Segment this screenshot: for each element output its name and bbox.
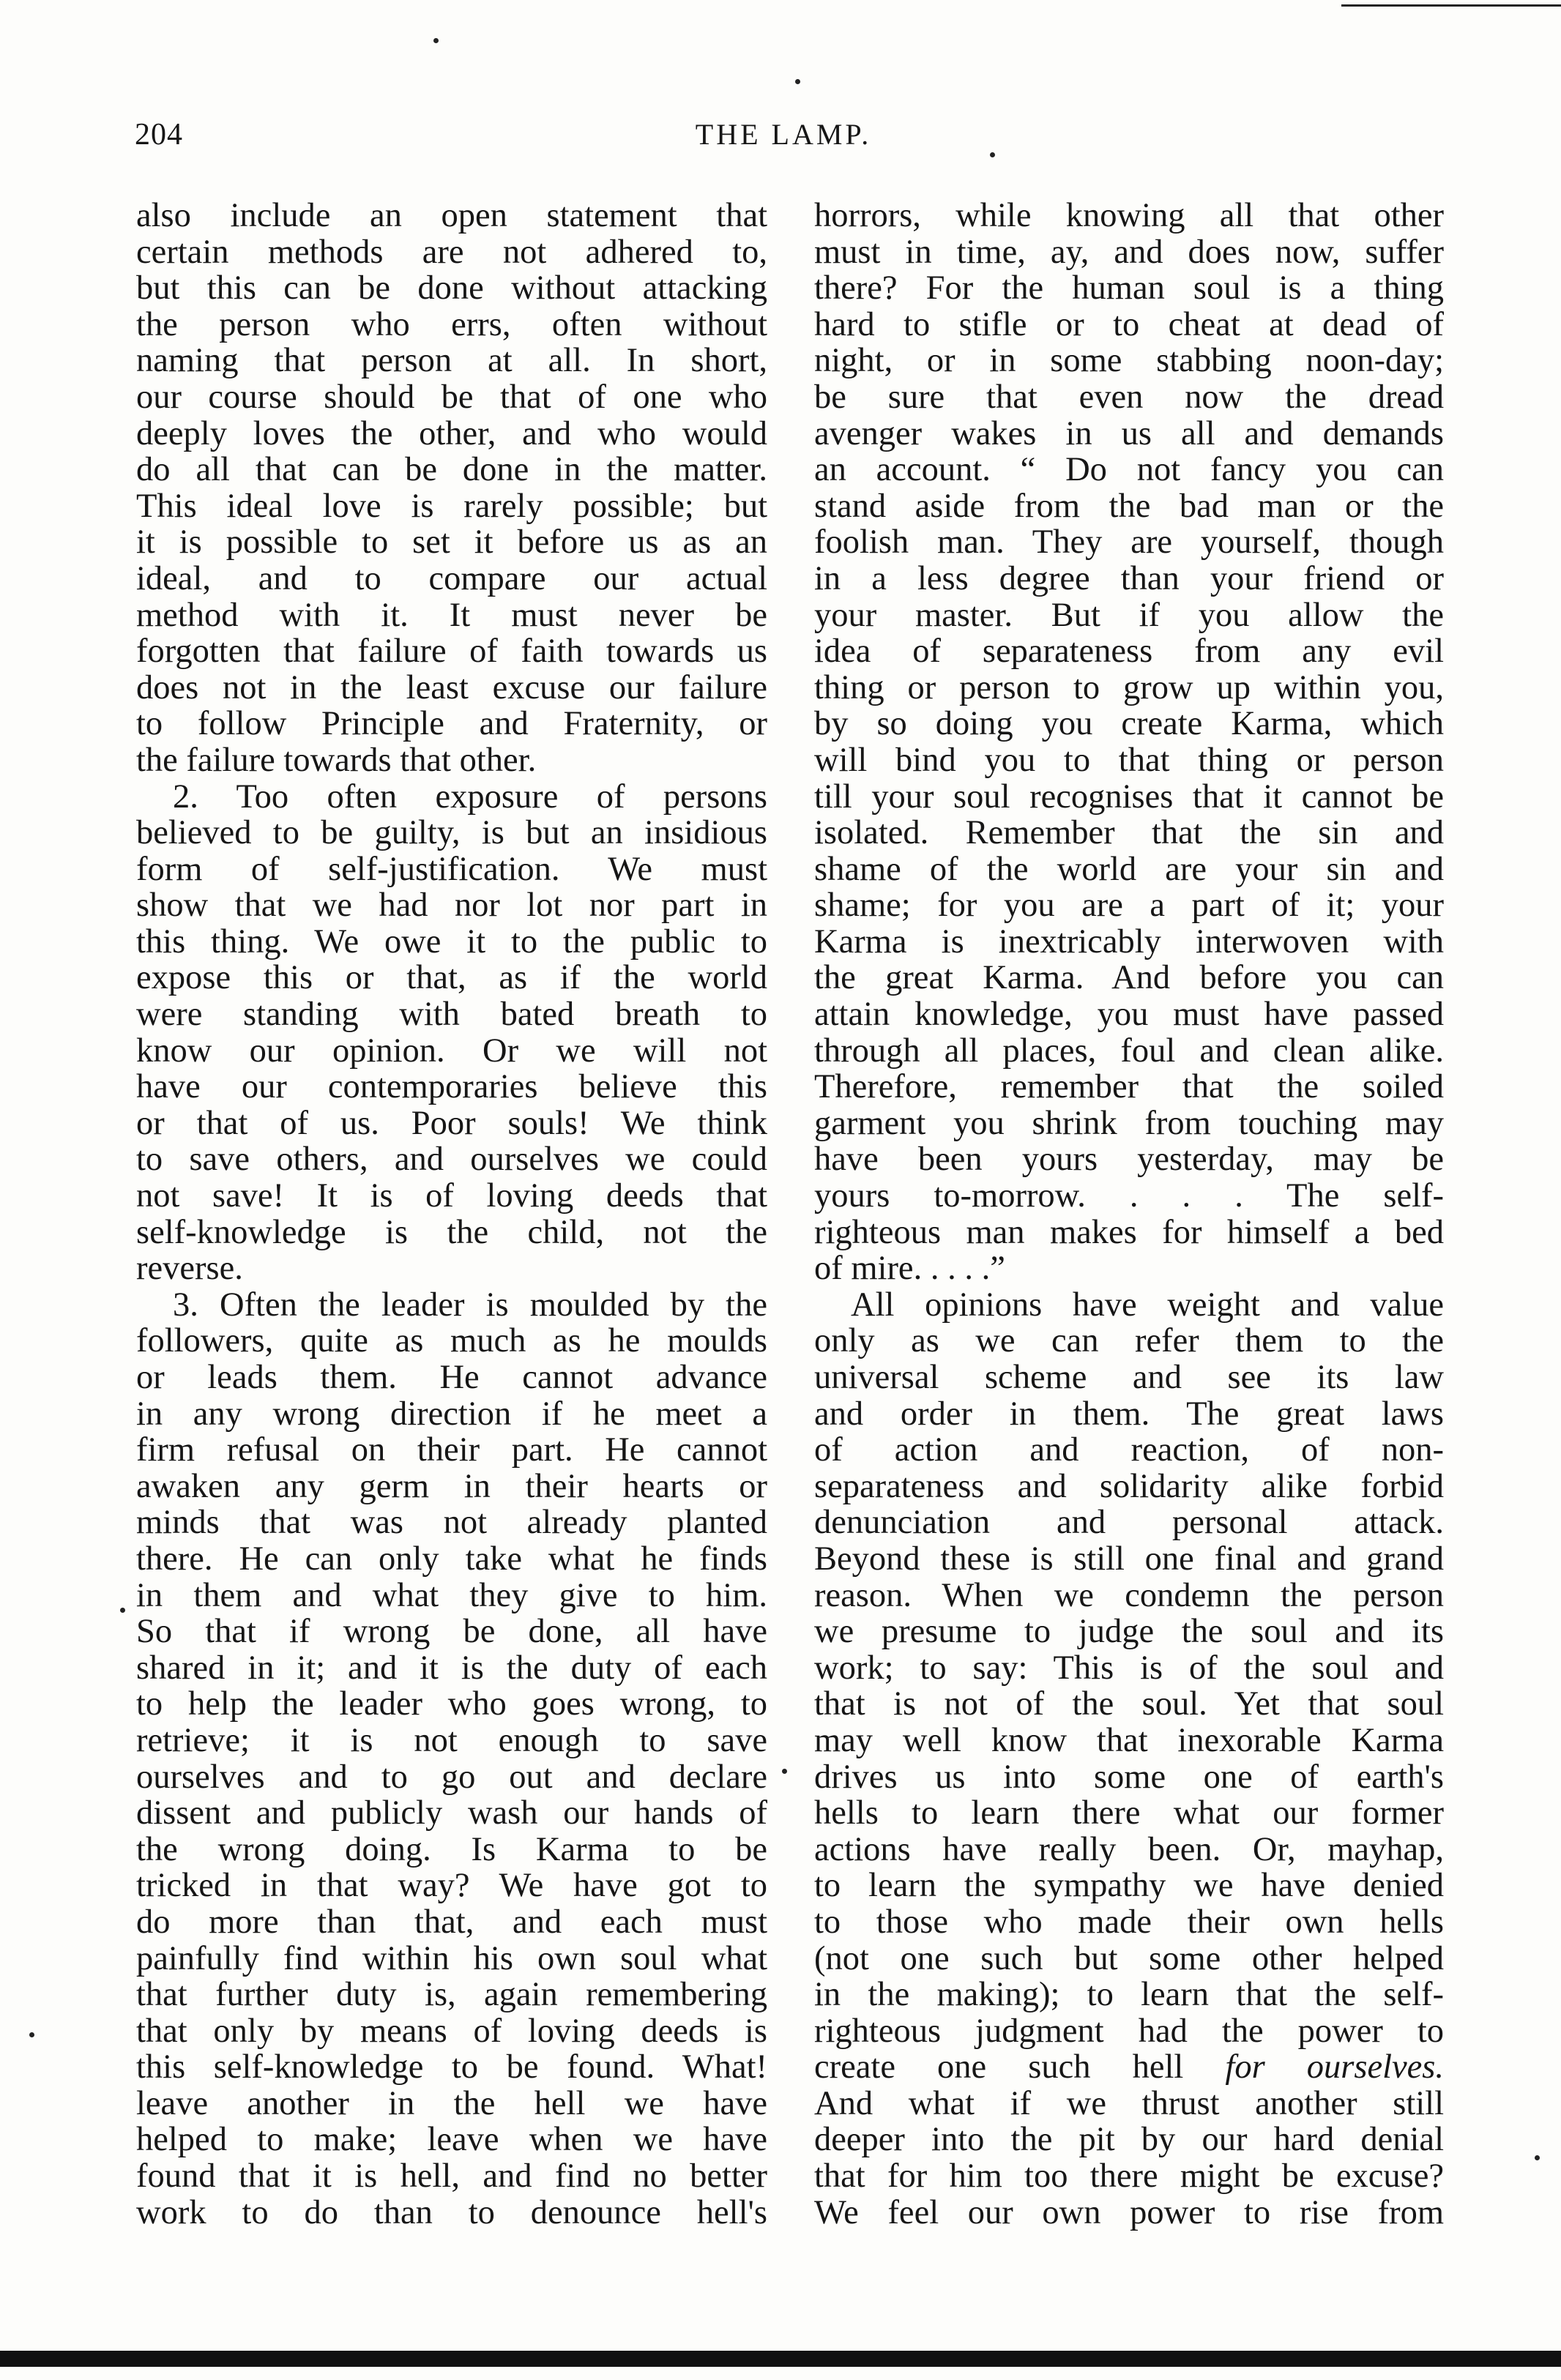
- text-line-content: naming that person at all. In short,: [136, 343, 767, 379]
- print-speck: [29, 2032, 34, 2037]
- text-line-content: painfully find within his own soul what: [136, 1940, 767, 1977]
- text-line-content: method with it. It must never be: [136, 597, 767, 634]
- text-line: [814, 1832, 1444, 1868]
- running-head: THE LAMP.: [695, 118, 872, 151]
- page-header: [132, 117, 1435, 161]
- text-line: [814, 2122, 1444, 2158]
- text-line-content: do all that can be done in the matter.: [136, 452, 767, 488]
- right-text-column: [814, 198, 1444, 2231]
- text-line-content: foolish man. They are yourself, though: [814, 524, 1444, 561]
- text-line: [136, 1105, 767, 1142]
- print-speck: [782, 1769, 787, 1774]
- text-line: [814, 1215, 1444, 1251]
- text-line: [136, 1323, 767, 1359]
- text-line: [136, 1650, 767, 1687]
- text-line: [136, 779, 767, 816]
- text-line-content: 2. Too often exposure of persons: [173, 778, 767, 816]
- text-line: [814, 670, 1444, 706]
- text-line: [136, 1432, 767, 1469]
- text-line: [814, 416, 1444, 452]
- text-line-content: avenger wakes in us all and demands: [814, 415, 1444, 452]
- text-line-content: be sure that even now the dread: [814, 378, 1444, 416]
- print-speck: [433, 38, 439, 43]
- print-speck: [120, 1608, 125, 1613]
- text-line: [136, 1795, 767, 1832]
- text-line-content: work to do than to denounce hell's: [136, 2194, 767, 2231]
- text-line: [814, 234, 1444, 271]
- text-line: [814, 1069, 1444, 1105]
- text-line-content: an account. “ Do not fancy you can: [814, 452, 1444, 488]
- text-line-content: Karma is inextricably interwoven with: [814, 923, 1444, 960]
- text-line: [814, 1178, 1444, 1215]
- text-line: [136, 1723, 767, 1759]
- text-line-content: not save! It is of loving deeds that: [136, 1178, 767, 1215]
- text-line: [814, 1359, 1444, 1396]
- left-text-column: [136, 198, 767, 2231]
- text-line: [814, 1033, 1444, 1070]
- text-line: [136, 488, 767, 525]
- text-line: [136, 1469, 767, 1505]
- text-line-content: in any wrong direction if he meet a: [136, 1395, 767, 1433]
- text-line: [136, 1541, 767, 1578]
- text-line-content: to learn the sympathy we have denied: [814, 1868, 1444, 1904]
- text-line: [136, 1614, 767, 1650]
- text-line-content: the wrong doing. Is Karma to be: [136, 1831, 767, 1868]
- text-line: [136, 960, 767, 996]
- text-line-content: forgotten that failure of faith towards us: [136, 633, 767, 670]
- text-line: [136, 2013, 767, 2050]
- text-line: [136, 1977, 767, 2013]
- text-line: [136, 2086, 767, 2122]
- text-line: [136, 924, 767, 960]
- text-line: [814, 1904, 1444, 1941]
- text-line-content: 3. Often the leader is moulded by the: [173, 1286, 767, 1324]
- text-line-content: certain methods are not adhered to,: [136, 234, 767, 271]
- text-line-content: know our opinion. Or we will not: [136, 1032, 767, 1070]
- text-line-content: the great Karma. And before you can: [814, 960, 1444, 997]
- text-line-content: thing or person to grow up within you,: [814, 669, 1444, 706]
- text-line-content: to save others, and ourselves we could: [136, 1141, 767, 1179]
- text-line-content: it is possible to set it before us as an: [136, 524, 767, 561]
- text-line-content: attain knowledge, you must have passed: [814, 996, 1444, 1033]
- text-line: [814, 1578, 1444, 1614]
- text-line-content: to help the leader who goes wrong, to: [136, 1686, 767, 1723]
- text-line: [814, 2195, 1444, 2231]
- text-line: [814, 887, 1444, 924]
- text-line: [814, 2013, 1444, 2050]
- text-line: [136, 1250, 767, 1287]
- text-line-content: retrieve; it is not enough to save: [136, 1722, 767, 1759]
- text-line-content: the person who errs, often without: [136, 306, 767, 343]
- text-line: [136, 2122, 767, 2158]
- text-line-content: only as we can refer them to the: [814, 1323, 1444, 1359]
- text-line: [136, 1396, 767, 1433]
- text-line: [136, 887, 767, 924]
- text-line-content: must in time, ay, and does now, suffer: [814, 234, 1444, 271]
- text-line: [136, 234, 767, 271]
- text-line: [136, 2195, 767, 2231]
- text-line-content: awaken any germ in their hearts or: [136, 1468, 767, 1505]
- text-line-content: have our contemporaries believe this: [136, 1069, 767, 1105]
- text-line: [814, 1723, 1444, 1759]
- text-line: [814, 1541, 1444, 1578]
- text-line: [814, 960, 1444, 996]
- text-line-content: isolated. Remember that the sin and: [814, 815, 1444, 851]
- text-line-content: reason. When we condemn the person: [814, 1577, 1444, 1614]
- text-line: [814, 1432, 1444, 1469]
- text-line-content: have been yours yesterday, may be: [814, 1141, 1444, 1179]
- text-line-content: were standing with bated breath to: [136, 996, 767, 1033]
- text-line: [814, 1977, 1444, 2013]
- text-line: [136, 706, 767, 742]
- text-line-content: universal scheme and see its law: [814, 1359, 1444, 1396]
- text-line-content: dissent and publicly wash our hands of: [136, 1795, 767, 1832]
- text-line: [814, 1105, 1444, 1142]
- text-line: [814, 996, 1444, 1033]
- text-line: [136, 1868, 767, 1904]
- text-line-content: that for him too there might be excuse?: [814, 2158, 1444, 2195]
- text-line: [814, 924, 1444, 960]
- text-line-content: hard to stifle or to cheat at dead of: [814, 306, 1444, 343]
- text-line-content: Therefore, remember that the soiled: [814, 1069, 1444, 1105]
- text-line: [136, 416, 767, 452]
- text-line-content: shame of the world are your sin and: [814, 851, 1444, 888]
- text-line: [136, 851, 767, 888]
- text-line: [814, 633, 1444, 670]
- text-line-content: deeper into the pit by our hard denial: [814, 2122, 1444, 2159]
- text-line-content: night, or in some stabbing noon-day;: [814, 343, 1444, 379]
- bottom-rule: [0, 2351, 1561, 2367]
- text-line: [814, 561, 1444, 597]
- text-line-content: form of self-justification. We must: [136, 851, 767, 888]
- text-line: [814, 1287, 1444, 1324]
- text-line-content: create one such hell: [814, 2049, 1184, 2086]
- text-line: [136, 1069, 767, 1105]
- text-line-content: work; to say: This is of the soul and: [814, 1649, 1444, 1687]
- text-line: [136, 343, 767, 379]
- text-line-content: found that it is hell, and find no better: [136, 2158, 767, 2195]
- text-line-content: hells to learn there what our former: [814, 1795, 1444, 1832]
- text-line-content: to follow Principle and Fraternity, or: [136, 706, 767, 742]
- text-line: [814, 2049, 1444, 2086]
- text-line: [814, 1396, 1444, 1433]
- text-line-content: that further duty is, again remembering: [136, 1977, 767, 2013]
- text-line: [814, 742, 1444, 779]
- text-line-content: in a less degree than your friend or: [814, 560, 1444, 597]
- text-line: [814, 1941, 1444, 1977]
- text-line: [136, 1904, 767, 1941]
- text-line-content: ideal, and to compare our actual: [136, 560, 767, 597]
- text-line: [136, 1578, 767, 1614]
- text-line-content: yours to-morrow. . . . The self-: [814, 1178, 1444, 1215]
- text-line-content: leave another in the hell we have: [136, 2085, 767, 2122]
- text-line-content: this self-knowledge to be found. What!: [136, 2049, 767, 2086]
- text-line-content: denunciation and personal attack.: [814, 1504, 1444, 1541]
- text-line-content: reverse.: [136, 1250, 243, 1287]
- text-line: [814, 2086, 1444, 2122]
- text-line-content: ourselves and to go out and declare: [136, 1758, 767, 1796]
- text-line: [136, 996, 767, 1033]
- text-line-content: believed to be guilty, is but an insidious: [136, 815, 767, 851]
- text-line: [136, 1759, 767, 1796]
- text-line: [136, 1178, 767, 1215]
- text-line: [136, 379, 767, 416]
- text-line: [814, 851, 1444, 888]
- page-number: 204: [135, 118, 183, 152]
- text-line-content: there. He can only take what he finds: [136, 1540, 767, 1578]
- text-line-content: there? For the human soul is a thing: [814, 270, 1444, 307]
- text-line: [814, 1141, 1444, 1178]
- text-line-content: of mire. . . . .”: [814, 1250, 1005, 1287]
- text-line-content: may well know that inexorable Karma: [814, 1722, 1444, 1759]
- text-line: [814, 1868, 1444, 1904]
- text-line: [814, 198, 1444, 234]
- text-line-content: or that of us. Poor souls! We think: [136, 1105, 767, 1142]
- print-speck: [795, 79, 800, 84]
- text-line: [814, 2158, 1444, 2195]
- text-line: [136, 742, 767, 779]
- text-line: [814, 343, 1444, 379]
- text-line-content: show that we had nor lot nor part in: [136, 887, 767, 924]
- text-line-content: will bind you to that thing or person: [814, 742, 1444, 779]
- text-line-content: firm refusal on their part. He cannot: [136, 1432, 767, 1469]
- text-line-content: our course should be that of one who: [136, 378, 767, 416]
- text-line: [136, 2049, 767, 2086]
- text-line: [136, 1359, 767, 1396]
- text-line-content: followers, quite as much as he moulds: [136, 1323, 767, 1359]
- text-line: [136, 524, 767, 561]
- text-line-content: actions have really been. Or, mayhap,: [814, 1831, 1444, 1868]
- text-line-content: in the making); to learn that the self-: [814, 1977, 1444, 2013]
- text-line: [136, 1686, 767, 1723]
- text-line: [814, 1504, 1444, 1541]
- text-line-content: of action and reaction, of non-: [814, 1432, 1444, 1469]
- text-line-content: separateness and solidarity alike forbid: [814, 1468, 1444, 1505]
- text-line: [136, 1215, 767, 1251]
- text-line-content: through all places, foul and clean alike.: [814, 1032, 1444, 1070]
- text-line: [814, 1795, 1444, 1832]
- text-line-content: to those who made their own hells: [814, 1903, 1444, 1941]
- text-line: [136, 815, 767, 851]
- text-line-content: righteous judgment had the power to: [814, 2012, 1444, 2050]
- text-line: [136, 597, 767, 634]
- text-line-content: And what if we thrust another still: [814, 2085, 1444, 2122]
- text-line: [136, 1504, 767, 1541]
- text-line-content: or leads them. He cannot advance: [136, 1359, 767, 1396]
- text-line-content: We feel our own power to rise from: [814, 2194, 1444, 2231]
- text-line-content: horrors, while knowing all that other: [814, 198, 1444, 234]
- text-line-content: Beyond these is still one final and grand: [814, 1540, 1444, 1578]
- text-line-content: self-knowledge is the child, not the: [136, 1214, 767, 1251]
- text-line-content: by so doing you create Karma, which: [814, 706, 1444, 742]
- text-line-content: in them and what they give to him.: [136, 1577, 767, 1614]
- text-line-content: helped to make; leave when we have: [136, 2122, 767, 2159]
- text-line: [136, 2158, 767, 2195]
- text-line: [136, 452, 767, 488]
- text-line: [814, 379, 1444, 416]
- text-line-content: This ideal love is rarely possible; but: [136, 488, 767, 525]
- text-line: [814, 307, 1444, 343]
- text-line-content: do more than that, and each must: [136, 1903, 767, 1941]
- text-line-content: but this can be done without attacking: [136, 270, 767, 307]
- text-line: [814, 1323, 1444, 1359]
- text-line: [136, 1287, 767, 1324]
- text-line-content: drives us into some one of earth's: [814, 1758, 1444, 1796]
- text-line-content: your master. But if you allow the: [814, 597, 1444, 634]
- print-speck: [1535, 2155, 1540, 2160]
- text-line: [814, 1614, 1444, 1650]
- text-line-content: shame; for you are a part of it; your: [814, 887, 1444, 924]
- text-line: [136, 1141, 767, 1178]
- text-line: [814, 1250, 1444, 1287]
- text-line: [814, 779, 1444, 816]
- text-line-content: (not one such but some other helped: [814, 1940, 1444, 1977]
- text-line: [136, 198, 767, 234]
- text-line-content: this thing. We owe it to the public to: [136, 923, 767, 960]
- text-line-content: till your soul recognises that it cannot be: [814, 778, 1444, 816]
- text-line: [136, 1941, 767, 1977]
- text-line-content: righteous man makes for himself a bed: [814, 1214, 1444, 1251]
- text-line-content: So that if wrong be done, all have: [136, 1614, 767, 1650]
- text-line-content: deeply loves the other, and who would: [136, 415, 767, 452]
- text-line-content: idea of separateness from any evil: [814, 633, 1444, 670]
- text-line-content: does not in the least excuse our failure: [136, 669, 767, 706]
- text-line: [136, 670, 767, 706]
- text-line: [136, 633, 767, 670]
- text-line-content: tricked in that way? We have got to: [136, 1868, 767, 1904]
- text-line: [136, 561, 767, 597]
- text-line-content: that is not of the soul. Yet that soul: [814, 1686, 1444, 1723]
- text-line: [814, 1686, 1444, 1723]
- text-line: [814, 1759, 1444, 1796]
- text-line-content: that only by means of loving deeds is: [136, 2012, 767, 2050]
- text-line: [814, 452, 1444, 488]
- text-line: [136, 1832, 767, 1868]
- text-line: [814, 488, 1444, 525]
- text-line: [814, 706, 1444, 742]
- text-line: [814, 524, 1444, 561]
- text-line-content: minds that was not already planted: [136, 1504, 767, 1541]
- text-line-content: shared in it; and it is the duty of each: [136, 1649, 767, 1687]
- text-line-content: the failure towards that other.: [136, 742, 537, 779]
- text-line-content: also include an open statement that: [136, 198, 767, 234]
- text-line: [136, 270, 767, 307]
- text-line-content: All opinions have weight and value: [851, 1286, 1444, 1324]
- text-line-content: stand aside from the bad man or the: [814, 488, 1444, 525]
- top-rule: [1341, 4, 1561, 7]
- text-line-content: garment you shrink from touching may: [814, 1105, 1444, 1142]
- print-speck: [990, 152, 995, 157]
- text-line-content: expose this or that, as if the world: [136, 960, 767, 997]
- text-line: [814, 1469, 1444, 1505]
- text-line-content: we presume to judge the soul and its: [814, 1614, 1444, 1650]
- text-line-content: and order in them. The great laws: [814, 1395, 1444, 1433]
- text-line: [814, 597, 1444, 634]
- text-line: [136, 1033, 767, 1070]
- italic-phrase: for ourselves.: [1225, 2049, 1444, 2086]
- text-line: [814, 1650, 1444, 1687]
- text-line: [814, 815, 1444, 851]
- text-line: [814, 270, 1444, 307]
- text-line: [136, 307, 767, 343]
